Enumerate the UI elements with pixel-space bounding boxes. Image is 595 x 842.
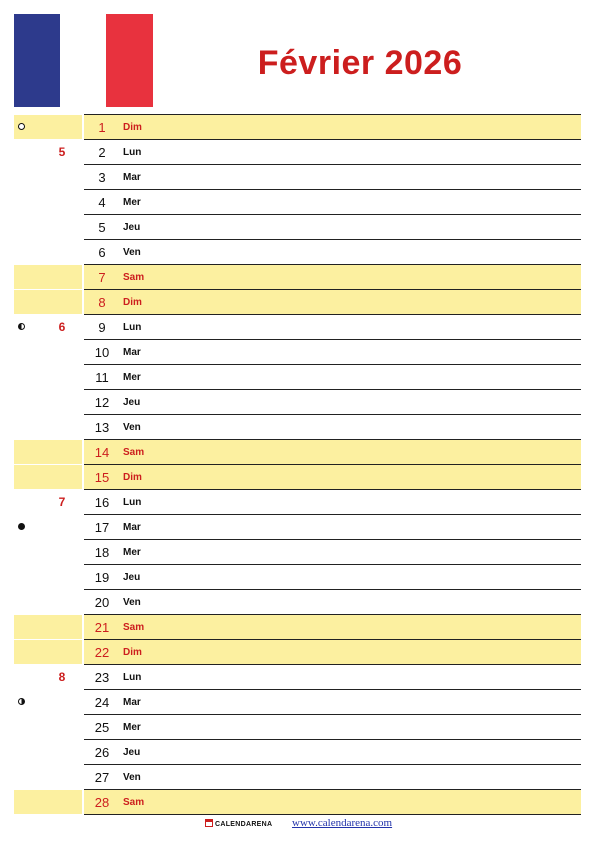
flag-red-stripe — [106, 14, 153, 107]
day-row — [0, 115, 595, 140]
row-background-left — [14, 440, 82, 464]
row-background-left — [14, 640, 82, 664]
day-number: 9 — [98, 320, 106, 335]
day-row — [0, 215, 595, 240]
day-of-week: Mer — [123, 197, 141, 208]
day-number: 7 — [98, 270, 106, 285]
day-of-week: Lun — [123, 147, 142, 158]
day-row — [0, 440, 595, 465]
day-of-week: Mer — [123, 722, 141, 733]
day-of-week: Dim — [123, 472, 142, 483]
flag-blue-stripe — [14, 14, 60, 107]
day-of-week: Ven — [123, 247, 141, 258]
day-number: 22 — [94, 645, 110, 660]
day-row — [0, 365, 595, 390]
day-row — [0, 315, 595, 340]
flag-white-stripe — [60, 14, 106, 107]
day-number: 5 — [98, 220, 106, 235]
week-number: 7 — [58, 495, 66, 509]
day-row — [0, 415, 595, 440]
week-number: 6 — [58, 320, 66, 334]
day-number: 10 — [94, 345, 110, 360]
day-of-week: Jeu — [123, 397, 141, 408]
day-of-week: Mar — [123, 697, 141, 708]
day-number: 12 — [94, 395, 110, 410]
day-number: 26 — [94, 745, 110, 760]
day-number: 4 — [98, 195, 106, 210]
row-background — [84, 640, 581, 664]
day-of-week: Sam — [123, 797, 145, 808]
day-row — [0, 715, 595, 740]
day-of-week: Mer — [123, 547, 141, 558]
page-title: Février 2026 — [257, 44, 463, 82]
day-number: 13 — [94, 420, 110, 435]
day-of-week: Mar — [123, 172, 141, 183]
moon-first-icon — [18, 323, 25, 330]
day-row — [0, 240, 595, 265]
day-row — [0, 465, 595, 490]
day-number: 17 — [94, 520, 110, 535]
day-of-week: Sam — [123, 622, 145, 633]
calendar-icon — [205, 819, 213, 827]
day-row — [0, 265, 595, 290]
row-background-left — [14, 790, 82, 814]
day-row — [0, 290, 595, 315]
day-row — [0, 565, 595, 590]
row-background — [84, 615, 581, 639]
brand-name: CALENDARENA — [215, 821, 273, 828]
day-of-week: Lun — [123, 322, 142, 333]
day-of-week: Mar — [123, 522, 141, 533]
row-background-left — [14, 265, 82, 289]
brand-logo — [205, 819, 272, 828]
row-background — [84, 265, 581, 289]
moon-full-icon — [18, 523, 25, 530]
day-number: 1 — [98, 120, 106, 135]
day-of-week: Jeu — [123, 222, 141, 233]
day-of-week: Mer — [123, 372, 141, 383]
day-number: 15 — [94, 470, 110, 485]
day-row — [0, 765, 595, 790]
day-of-week: Lun — [123, 497, 142, 508]
day-of-week: Sam — [123, 447, 145, 458]
day-of-week: Dim — [123, 647, 142, 658]
day-number: 11 — [95, 370, 109, 385]
day-row — [0, 640, 595, 665]
day-row — [0, 390, 595, 415]
day-row — [0, 165, 595, 190]
day-of-week: Jeu — [123, 747, 141, 758]
day-row — [0, 790, 595, 815]
row-background-left — [14, 290, 82, 314]
day-number: 21 — [94, 620, 110, 635]
day-row — [0, 690, 595, 715]
day-of-week: Lun — [123, 672, 142, 683]
day-of-week: Jeu — [123, 572, 141, 583]
day-row — [0, 590, 595, 615]
day-number: 16 — [94, 495, 110, 510]
day-row — [0, 490, 595, 515]
day-of-week: Dim — [123, 297, 142, 308]
day-row — [0, 190, 595, 215]
row-background — [84, 790, 581, 814]
day-row — [0, 340, 595, 365]
day-row — [0, 615, 595, 640]
day-row — [0, 665, 595, 690]
day-number: 28 — [94, 795, 110, 810]
row-background — [84, 465, 581, 489]
row-background-left — [14, 615, 82, 639]
day-of-week: Dim — [123, 122, 142, 133]
day-number: 14 — [94, 445, 110, 460]
row-background-left — [14, 465, 82, 489]
day-number: 24 — [94, 695, 110, 710]
row-background — [84, 115, 581, 139]
day-of-week: Ven — [123, 772, 141, 783]
row-divider — [84, 814, 581, 815]
website-link[interactable]: www.calendarena.com — [292, 817, 393, 829]
day-row — [0, 540, 595, 565]
day-number: 23 — [94, 670, 110, 685]
day-row — [0, 140, 595, 165]
row-background — [84, 440, 581, 464]
day-number: 2 — [98, 145, 106, 160]
moon-last-icon — [18, 698, 25, 705]
day-row — [0, 515, 595, 540]
day-number: 25 — [94, 720, 110, 735]
row-background — [84, 290, 581, 314]
week-number: 5 — [58, 145, 66, 159]
footer — [0, 817, 595, 831]
day-number: 6 — [98, 245, 106, 260]
day-number: 27 — [94, 770, 110, 785]
day-number: 3 — [98, 170, 106, 185]
day-of-week: Ven — [123, 597, 141, 608]
day-list — [0, 115, 595, 815]
day-number: 8 — [98, 295, 106, 310]
day-number: 18 — [94, 545, 110, 560]
week-number: 8 — [58, 670, 66, 684]
day-of-week: Mar — [123, 347, 141, 358]
moon-new-icon — [18, 123, 25, 130]
day-of-week: Ven — [123, 422, 141, 433]
day-number: 20 — [94, 595, 110, 610]
day-of-week: Sam — [123, 272, 145, 283]
day-number: 19 — [94, 570, 110, 585]
day-row — [0, 740, 595, 765]
